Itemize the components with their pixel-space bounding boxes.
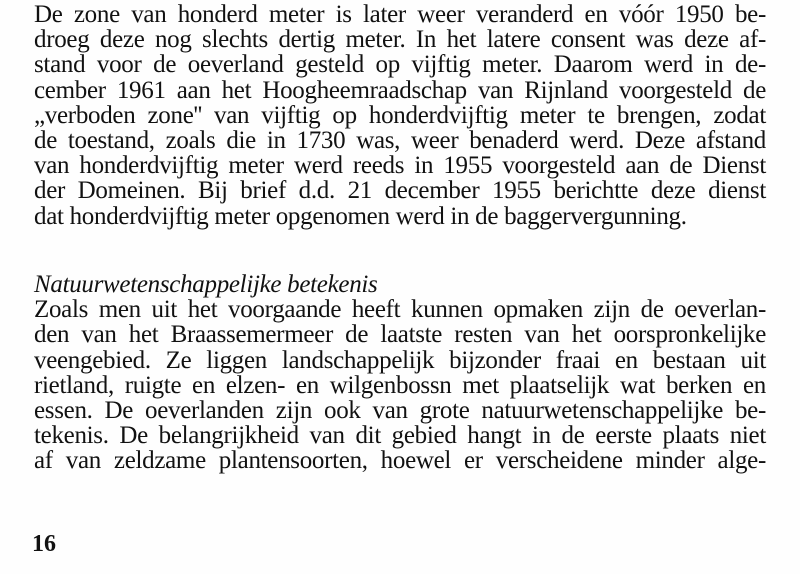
text-line: rietland, ruigte en elzen- en wilgenbossn met plaatselijk wat berken en: [34, 371, 766, 399]
text-line: dat honderdvijftig meter opgenomen werd in de baggervergunning.: [34, 202, 687, 230]
text-line: cember 1961 aan het Hoogheemraadschap van Rijnland voorgesteld de: [34, 76, 766, 104]
text-line: veengebied. Ze liggen landschappelijk bijzonder fraai en bestaan uit: [34, 346, 766, 374]
text-line: Zoals men uit het voorgaande heeft kunnen opmaken zijn de oeverlan-: [34, 296, 766, 324]
text-line: de toestand, zoals die in 1730 was, weer benaderd werd. Deze afstand: [34, 127, 766, 155]
text-line: den van het Braassemermeer de laatste resten van het oorspronkelijke: [34, 321, 766, 349]
paragraph-dienst-domeinen: [34, 2, 766, 229]
section-heading: Natuurwetenschappelijke betekenis: [34, 271, 378, 298]
text-line: „verboden zone'' van vijftig op honderdvijftig meter te brengen, zodat: [34, 101, 766, 129]
text-line: van honderdvijftig meter werd reeds in 1955 voorgesteld aan de Dienst: [34, 152, 766, 180]
page-number: 16: [32, 531, 56, 557]
text-line: essen. De oeverlanden zijn ook van grote natuurwetenschappelijke be-: [34, 397, 766, 425]
text-line: stand voor de oeverland gesteld op vijftig meter. Daarom werd in de-: [34, 51, 766, 79]
text-line: af van zeldzame plantensoorten, hoewel er verscheidene minder alge-: [34, 447, 766, 475]
text-line: De zone van honderd meter is later weer veranderd en vóór 1950 be-: [34, 1, 766, 28]
text-line: tekenis. De belangrijkheid van dit gebied hangt in de eerste plaats niet: [34, 422, 766, 450]
text-line: droeg deze nog slechts dertig meter. In het latere consent was deze af-: [34, 26, 766, 54]
text-line: der Domeinen. Bij brief d.d. 21 december 1955 berichtte deze dienst: [34, 177, 766, 205]
section-natuurwetenschappelijke-betekenis: [34, 272, 766, 474]
